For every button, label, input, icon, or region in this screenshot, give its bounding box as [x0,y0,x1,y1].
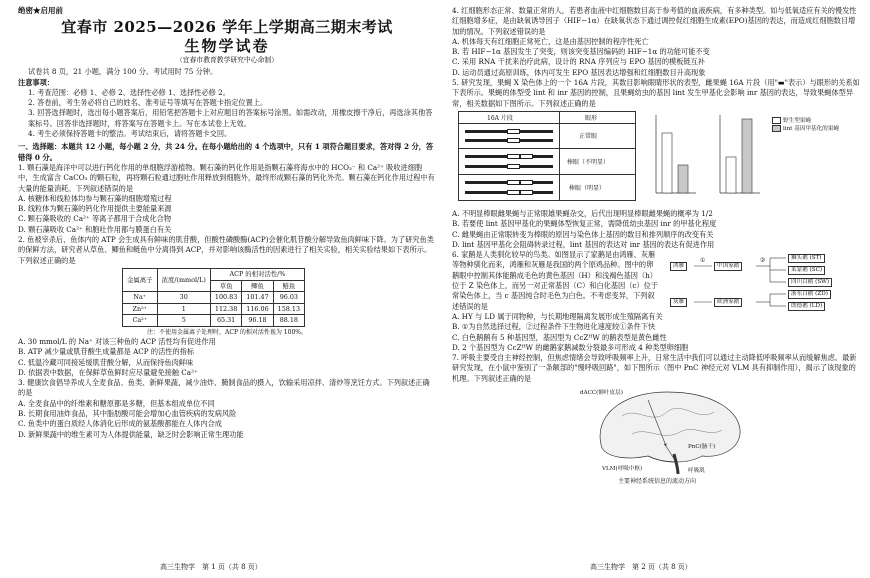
notice-item: 3. 回答选择题时，选出每小题答案后，用铅笔把答题卡上对应题目的答案标号涂黑。如需改动，用橡皮擦干净后，再选涂其他答案标号。回答非选择题时，将答案写在答题卡上。写在本试卷上无效。 [28,108,433,128]
q6-option: B. ①为自然选择过程，②过程条件下生物进化速度较①条件下快 [452,322,656,332]
tree-leaf: 狮头鹅 (ST) [788,254,825,263]
secret-label: 绝密★启用前 [18,6,63,15]
q5-figure [452,111,862,207]
segment-16a [507,129,520,134]
table-row [459,123,635,149]
q1-option: D. 颗石藻吸收 Ca²⁺ 和胞吐作用都与膜蛋白有关 [18,224,172,234]
table-row [123,315,305,327]
table-cell: Ca²⁺ [123,315,158,327]
table-header: 鲢鱼 [273,280,304,292]
legend-swatch [772,117,781,124]
table-cell: Na⁺ [123,292,158,304]
segment-16a [507,164,520,169]
table-cell: 96.03 [273,292,304,304]
q5-stem: 5. 研究发现，果蝇 X 染色体上的一个 16A 片段，其数目影响眼睛形状的表型，雌果蝇 16A 片段（用"▬"表示）与眼形的关系如下表所示。果蝇的体型受 lint 和 inr 基因的控制，且果蝇幼虫的基因 lint 发生甲基化会影响 inr 基因的表达，导致果蝇体型异常，相关数据如下图所示。下列叙述正确的是 [452,78,860,108]
page-footer: 高三生物学 第 2 页（共 8 页） [590,563,692,571]
table-cell: 30 [157,292,210,304]
table-row [459,148,635,175]
q3-stem: 3. 健康饮食倡导养成人全麦食品、鱼类、新鲜果蔬，减少油炸、腌制食品的摄入，饮输采用凉拌、清炒等烹饪方式。下列叙述正确的是 [18,378,430,398]
segment-16a [520,180,533,185]
acp-table [122,268,305,327]
table-cell: 1 [157,303,210,315]
q6-option: A. HY 与 LD 属于同物种，与长期地理隔离发展形成生殖隔离有关 [452,311,663,321]
table-cell: 88.18 [273,315,304,327]
q7-stem: 7. 呼吸主要受自主神经控制，但焦虑情绪会导致呼吸频率上升，日常生活中我们可以通过主动降低呼吸频率从而缓解焦虑。最新研究发现，在小鼠中鉴别了一条额部的"慢呼吸回路"，如下图所示（图中 PnC 神经元对 VLM 具有抑制作用），揭示了该现象的机理。下列叙述正确的是 [452,353,857,383]
segment-16a [507,190,520,195]
q6-stem: 6. 家鹅是人类驯化较早的鸟类。如图显示了家鹅是由鸿雁、灰雁等物种驯化而来，鸿雁和灰雁是我国的两个原鸡品种。图中的卵鹅眼中控制其体能鹅成毛色的黄色基因（H）和浅褐色基因（h）位于 Z 染色体上，而另一对正常基因（C）和白化基因（c）位于常染色体上，当 c 基因纯合时毛色为白色。不考虑变异，下列叙述错误的是 [452,250,658,311]
table-header: 草鱼 [210,280,241,292]
segment-16a [507,180,520,185]
step-marker: ① [700,257,706,265]
q5-option: C. 雌果蝇由正常眼转变为棒眼的原因与染色体上基因的数目和排列顺序的改变有关 [452,229,714,239]
q3-option: D. 新鲜果蔬中的维生素可为人体提供能量，缺乏时会影响正常生理功能 [18,429,244,439]
q1-option: B. 线粒体为颗石藻的钙化作用提供主要能量来源 [18,204,172,214]
figure-caption: 主要神经系统信息的流动方向 [617,478,696,486]
q1-option: C. 颗石藻吸收的 Ca²⁺ 等离子都用于合成化合物 [18,214,172,224]
tree-node: 鸿雁 [670,262,687,271]
eye-shape-label: 棒眼（明显） [569,184,606,192]
tree-leaf: 四川白鹅 (SW) [788,278,832,287]
table-row [459,174,635,201]
q2-option: A. 30 mmol/L 的 Na⁺ 对该三种鱼的 ACP 活性均有促进作用 [18,336,216,346]
legend-label: 野生型果蝇 [783,117,811,124]
table-cell: 65.31 [210,315,241,327]
segment-col-header: 16A 片段 [487,114,513,122]
notice-title: 注意事项： [18,77,54,87]
table-header: 浓度/(mmol/L) [157,268,210,291]
eye-col-header: 眼形 [585,114,598,122]
brain-outline [600,392,740,462]
tree-node: 灰雁 [670,298,687,307]
table-cell: 101.47 [242,292,273,304]
q2-stem: 2. 鱼被宰杀后，鱼体内的 ATP 会生成具有鲜味的肌苷酸，但酸性磷酸酶(ACP)会催化肌苷酸分解导致鱼肉鲜味下降。为了研究鱼类的保鲜方法，研究者从草鱼、鲫鱼和鲢鱼中分离得到 ACP，并对影响该酶活性的因素进行了相关实验，相关实验结果如下表所示。下列叙述正确的是 [18,235,434,265]
segment-16a [520,154,533,159]
subject-title: 生物学试卷 [184,37,270,56]
q2-option: B. ATP 减少量或肌苷酸生成量都是 ACP 的活性的指标 [18,347,195,357]
legend-item [772,117,839,125]
table-row [123,303,305,315]
q5-option: D. lint 基因甲基化会阻碍转录过程，lint 基因的表达对 inr 基因的表达有促进作用 [452,239,715,249]
region-label: 呼吸肌 [688,468,705,475]
q3-option: C. 鱼类中的蛋白质经人体消化后形成的氨基酸都能在人体内合成 [18,419,222,429]
region-label: dACC(额叶皮层) [580,390,623,397]
legend-swatch [772,125,781,132]
exam-intro: 试卷共 8 页，21 小题，满分 100 分。考试用时 75 分钟。 [28,67,218,77]
q6-option: C. 白色鹅鹅有 5 种基因型，基因型为 CcZᴴW 的鹅表型是黄色雌性 [452,332,667,342]
region-label: PnC(脑干) [688,444,716,451]
segment-16a [507,138,520,143]
q4-option: B. 若 HIF−1α 基因发生了突变，则该突变基因编码的 HIF−1α 的功能可能不变 [452,47,710,57]
q2-option: D. 依据表中数据，在保鲜草鱼鲜时应尽量避免接触 Ca²⁺ [18,367,198,377]
segment-16a [507,154,520,159]
q5-option: A. 不明显棒眼雌果蝇与正常眼雄果蝇杂交，后代出现明显棒眼雌果蝇的概率为 1/2 [452,208,713,218]
eye-shape-label: 棒眼（不明显） [567,158,610,166]
tree-leaf: 莱蒙鹅 (SC) [788,266,825,275]
q2-option: C. 低温冷藏可同接延缓肌苷酸分解，从而保持鱼肉鲜味 [18,357,194,367]
q6-block [452,250,862,312]
step-marker: ② [760,257,766,265]
section-heading: 一、选择题：本题共 12 小题，每小题 2 分，共 24 分。在每小题给出的 4 个选项中，只有 1 项符合题目要求，答对得 2 分，答错得 0 分。 [18,142,434,162]
page-footer: 高三生物学 第 1 页（共 8 页） [160,563,262,571]
q1-option: A. 核糖体和线粒体均参与颗石藻的细胞增殖过程 [18,193,172,203]
segment-table [458,111,636,201]
q6-option: D. 2 个基因型为 CcZᴴW 的雌鹅家鹅减数分裂最多可形成 4 种类型卵细胞 [452,342,689,352]
q3-option: A. 全麦食品中的纤维素和糖原都是多糖，但基本组成单位不同 [18,398,215,408]
region-label: VLM(呼吸中枢) [602,466,643,473]
table-header: 鲫鱼 [242,280,273,292]
q3-option: B. 长期食用油炸食品，其中脂肪酸可能会增加心血管疾病的发病风险 [18,408,237,418]
tree-leaf: 浙东白鹅 (ZD) [788,290,831,299]
legend-label: lint 基因甲基化的果蝇 [783,125,839,132]
bar-methylated [678,165,688,193]
q4-option: A. 机体每天有红细胞正常死亡，这是由基因控制的程序性死亡 [452,36,649,46]
table-cell: 112.38 [210,303,241,315]
table-header: 金属离子 [123,268,158,291]
q4-option: D. 运动员通过高原训练，体内可发生 EPO 基因表达增强和红细胞数目升高现象 [452,67,706,77]
bar-wild-type [662,133,672,193]
table-cell: Zn²⁺ [123,303,158,315]
brain-illustration [452,386,862,478]
table-row [123,292,305,304]
notice-item: 4. 考生必须保持答题卡的整洁。考试结束后，请将答题卡交回。 [28,129,232,139]
notice-item: 2. 答卷前，考生务必将自己的姓名、准考证号等填写在答题卡指定位置上。 [28,98,268,108]
q4-stem: 4. 红细胞形态正常、数量正常的人，若患者血液中红细胞数目高于参考值的血液疾病，有多种类型。如与低氧适应有关的慢发性红细胞增多症，是由缺氧诱导因子（HIF−1α）在缺氧状态下通过调控促红细胞生成素(EPO)基因的表达，而造成红细胞数目增加的情况。下列叙述错误的是 [452,6,857,36]
tree-node: 欧洲家鹅 [714,298,742,307]
q5-option: B. 若要使 lint 基因甲基化的果蝇体型恢复正常，需降低幼虫基因 inr 的甲基化程度 [452,219,717,229]
bar-methylated [742,119,752,193]
left-column [18,6,436,440]
table-note: 注：不使用金属离子处理时，ACP 的相对活性视为 100%。 [147,328,307,336]
tree-leaf: 朗德鹅 (LD) [788,302,825,311]
right-column [452,6,862,486]
q1-stem: 1. 颗石藻是海洋中可以进行钙化作用的单细胞浮游植物。颗石藻的钙化作用是指颗石藻将海水中的 HCO₃⁻ 和 Ca²⁺ 吸收进细胞中，生成富含 CaCO₃ 的颗石粒，再将颗石粒通过胞吐作用释放到细胞外，最终形成颗石藻的钙化外壳。颗石藻在钙化作用过程中有大量的能量消耗。下列叙述错误的是 [18,162,435,193]
expression-chart-inr [714,113,762,199]
proposer-note: （宜春市教育教学研究中心命制） [176,56,278,65]
table-cell: 5 [157,315,210,327]
segment-16a [520,190,533,195]
expression-chart-lint [650,113,698,199]
goose-tree-diagram [666,252,862,318]
brain-diagram [452,386,862,478]
exam-title: 宜春市 2025—2026 学年上学期高三期末考试 [61,18,393,37]
notice-item: 1. 考查范围：必修 1、必修 2、选择性必修 1、选择性必修 2。 [28,87,230,97]
table-cell: 96.18 [242,315,273,327]
table-cell: 158.13 [273,303,304,315]
table-header: ACP 的相对活性/% [210,268,304,280]
tree-node: 中国家鹅 [714,262,742,271]
legend-item [772,125,839,133]
bar-wild-type [726,157,736,193]
table-cell: 100.83 [210,292,241,304]
chart-legend [772,117,839,133]
eye-shape-label: 正常眼 [579,132,598,140]
q4-option: C. 采用 RNA 干扰来治疗此病，设计的 RNA 序列应与 EPO 基因的模板链互补 [452,57,705,67]
table-cell: 116.06 [242,303,273,315]
